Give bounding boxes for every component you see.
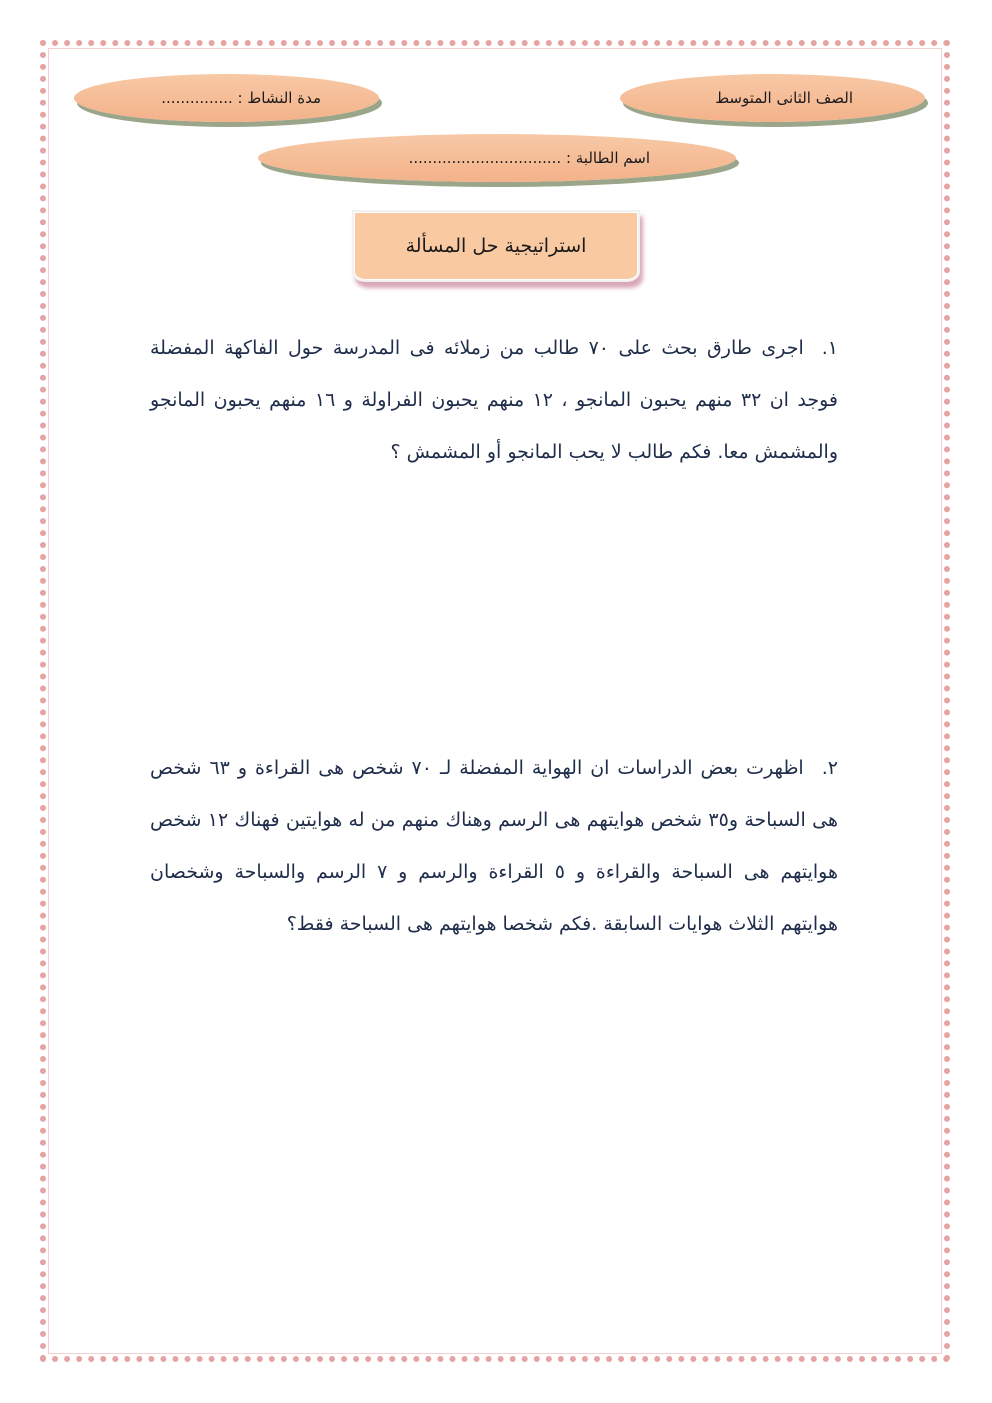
grade-text: الصف الثانى المتوسط [715,89,853,107]
question-1 [150,322,838,478]
question-2-number: ٢. [821,757,838,779]
grade-label [620,74,925,122]
page-title-text: استراتيجية حل المسألة [405,235,587,257]
duration-text: مدة النشاط : ............... [161,89,321,107]
student-name-field [258,134,736,182]
question-2 [150,742,838,950]
question-1-number: ١. [821,337,838,359]
question-2-text: اظهرت بعض الدراسات ان الهواية المفضلة لـ ٧٠ شخص هى القراءة و ٦٣ شخص هى السباحة و٣٥ شخص هوايتهم هى الرسم وهناك منهم من له هوايتين فهناك ١٢ شخص هوايتهم هى السباحة والقراءة و ٥ القراءة والرسم و ٧ الرسم والسباحة وشخصان هوايتهم الثلاث هوايات السابقة .فكم شخصا هوايتهم هى السباحة فقط؟ [150,757,838,935]
question-1-text: اجرى طارق بحث على ٧٠ طالب من زملائه فى المدرسة حول الفاكهة المفضلة فوجد ان ٣٢ منهم يحبون المانجو ، ١٢ منهم يحبون الفراولة و ١٦ منهم يحبون المانجو والمشمش معا. فكم طالب لا يحب المانجو أو المشمش ؟ [150,337,838,463]
activity-duration-field [74,74,379,122]
page-title [352,210,640,282]
student-name-text: اسم الطالبة : ................................ [408,149,650,167]
